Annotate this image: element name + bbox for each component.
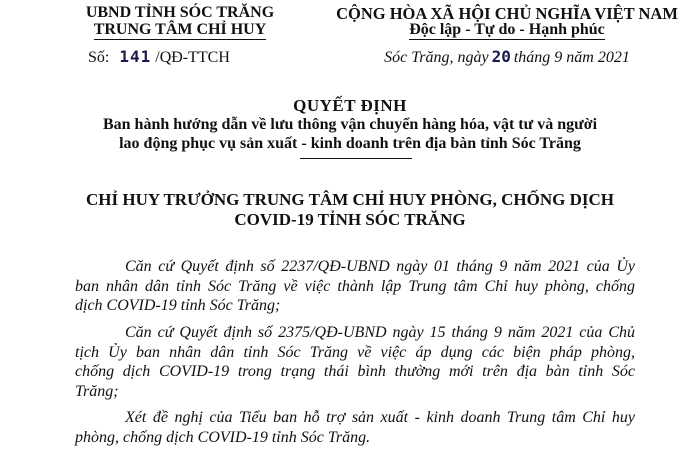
national-motto-text: Độc lập - Tự do - Hạnh phúc [409,21,605,38]
docnum-suffix: /QĐ-TTCH [155,49,230,66]
paragraph-line: dịch COVID-19 tỉnh Sóc Trăng; [75,297,281,314]
issuing-authority: UBND TỈNH SÓC TRĂNG [85,4,275,21]
paragraph-line: Căn cứ Quyết định số 2237/QĐ-UBND ngày 01 tháng 9 năm 2021 của Ủy [125,258,635,275]
legal-basis-paragraph-1 [75,257,635,316]
paragraph-line: Xét đề nghị của Tiểu ban hỗ trợ sản xuất - kinh doanh Trung tâm Chỉ huy [125,409,635,426]
proposal-paragraph [75,408,635,447]
subject-line-2: lao động phục vụ sản xuất - kinh doanh trên địa bàn tỉnh Sóc Trăng [119,135,581,152]
issuing-unit-text: TRUNG TÂM CHỈ HUY [93,21,267,38]
subject-underline [300,158,412,159]
subject-line-1: Ban hành hướng dẫn về lưu thông vận chuyển hàng hóa, vật tư và người [102,116,598,133]
place-and-date [312,47,700,67]
document-number [88,47,230,67]
docnum-prefix: Số: [88,49,110,66]
paragraph-line: Căn cứ Quyết định số 2375/QĐ-UBND ngày 15 tháng 9 năm 2021 của Chủ [125,324,635,341]
issuing-unit [85,21,275,39]
docnum-handwritten: 141 [119,47,152,66]
paragraph-line: Trăng; [75,382,119,400]
paragraph-line: chống dịch COVID-19 trong trạng thái bình thường mới trên địa bàn tỉnh Sóc [75,363,635,380]
date-prefix: Sóc Trăng, ngày [384,49,489,66]
date-suffix: tháng 9 năm 2021 [513,49,630,66]
paragraph-line: phòng, chống dịch COVID-19 tỉnh Sóc Trăng. [75,428,371,446]
issuer-title-line-2: COVID-19 TỈNH SÓC TRĂNG [234,210,466,229]
issuer-title-line-1: CHỈ HUY TRƯỞNG TRUNG TÂM CHỈ HUY PHÒNG, CHỐNG DỊCH [86,190,614,209]
paragraph-line: tịch Ủy ban nhân dân tỉnh Sóc Trăng về việc áp dụng các biện pháp phòng, [75,343,635,361]
date-handwritten-day: 20 [491,47,511,66]
national-title: CỘNG HÒA XÃ HỘI CHỦ NGHĨA VIỆT NAM [336,4,678,23]
legal-basis-paragraph-2 [75,323,635,401]
paragraph-line: ban nhân dân tỉnh Sóc Trăng về việc thành lập Trung tâm Chỉ huy phòng, chống [75,277,635,295]
document-type-title: QUYẾT ĐỊNH [293,96,407,115]
national-motto [312,21,700,39]
